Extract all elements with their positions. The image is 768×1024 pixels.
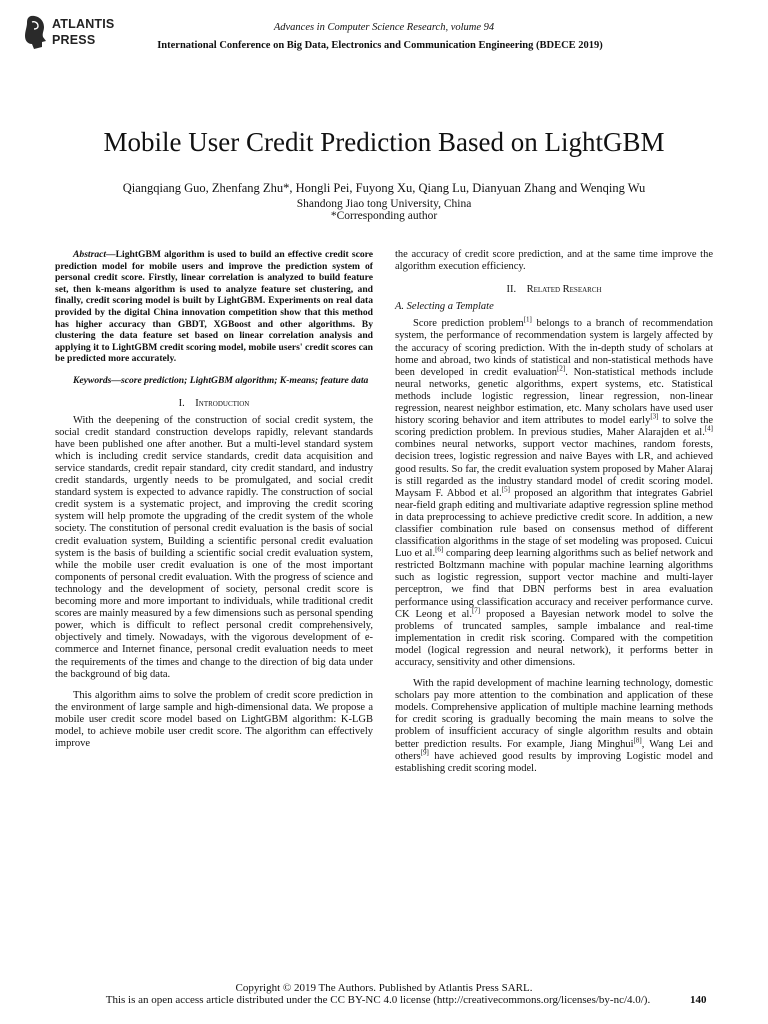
author-list: Qiangqiang Guo, Zhenfang Zhu*, Hongli Pei, Fuyong Xu, Qiang Lu, Dianyuan Zhang and Wenqing Wu bbox=[122, 181, 646, 195]
section-number: I. bbox=[178, 397, 185, 409]
citation-ref: [7] bbox=[471, 606, 481, 615]
paper-title: Mobile User Credit Prediction Based on LightGBM bbox=[103, 127, 665, 157]
corresponding-note: *Corresponding author bbox=[330, 210, 438, 222]
related-paragraph-1: Score prediction problem[1] belongs to a branch of recommendation system, the performance of recommendation system is largely affected by the accuracy of scoring prediction. With the in-depth study of scholars at home and abroad, two kinds of statistical and non-statistical methods have been developed in credit evaluation[2]. Non-statistical methods include neural networks, genetic algorithms, expert systems, etc. Statistical methods include logistic regression, linear regression, non-linear regression, nearest neighbor estimation, etc. Many scholars have used user history scoring behavior and item attributes to model early[3] to solve the scoring prediction problem. In previous studies, Maher Alarajden et al.[4] combines neural networks, support vector machines, random forests, decision trees, logistic regression and naive Bayes with LR, and achieved good results. So far, the credit evaluation system proposed by Maher Alaraj is still regarded as the industry standard model of credit scoring model. Maysam F. Abbod et al.[5] proposed an algorithm that integrates Gabriel near-field graph editing and multivariate adaptive regression spline method in data preprocessing to achieve predictive credit score. In addition, a new classifier combination rule based on consensus method of different classification algorithms in the stage of set modeling was proposed. Cuicui Luo et al.[6] comparing deep learning algorithms such as belief network and restricted Boltzmann machine with popular machine learning algorithms such as logistic regression, support vector machine and multi-layer perceptron, we find that DBN performs best in area evaluation performance using classification accuracy and receiver performance curve. CK Leong et al.[7] proposed a Bayesian network model to solve the problems of truncated samples, sample imbalance and real-time implementation in credit risk scoring. Compared with the competition model (logical regression and neural network), it performs better in accuracy, sensitivity and other dimensions. bbox=[395, 315, 714, 668]
page-number: 140 bbox=[690, 994, 707, 1006]
citation-ref: [3] bbox=[650, 412, 659, 421]
right-column bbox=[395, 249, 713, 775]
citation-ref: [1] bbox=[523, 315, 532, 324]
left-column bbox=[55, 249, 373, 750]
publisher-name-line1: ATLANTIS bbox=[52, 17, 115, 31]
section-title: Introduction bbox=[195, 397, 250, 409]
citation-ref: [2] bbox=[557, 364, 566, 373]
citation-ref: [6] bbox=[435, 545, 444, 554]
section-title: Related Research bbox=[526, 284, 602, 296]
citation-ref: [5] bbox=[501, 485, 510, 494]
license-footer: This is an open access article distributed under the CC BY-NC 4.0 license (http://creativecommons.org/licenses/by-nc/4.0/). bbox=[105, 994, 651, 1006]
intro-paragraph-1: With the deepening of the construction of social credit system, the social credit standard construction develops rapidly, relevant standards have been published one after another. But a multi-level standard system which is including credit service standards, credit data acquisition and service standards, credit repair standard, city credit standard, and industry credit standards, urgently needs to be promulgated, and social credit standard system is expected to advance rapidly. The construction of social credit system is a systematic project, and improving the credit scoring system will help promote the upgrading of the credit system of the whole society. The constitution of personal credit evaluation is the basis of social credit evaluation system, Building a scientific personal credit evaluation system is the basis of building a scientific social credit evaluation system, while the mobile user credit evaluation is one of the most important components of personal credit evaluation. With the progress of science and technology and the development of society, personal credit score is becoming more and more important to individuals, while traditional credit scores are mainly measured by a few dimensions such as personal spending power, which is difficult to reflect personal credit comprehensively, objectively and timely. Nowadays, with the vigorous development of e-commerce and Internet finance, personal credit evaluation needs to meet the requirements of the times and change to the direction of big data under the background of big data. bbox=[55, 414, 373, 680]
related-paragraph-2: With the rapid development of machine learning technology, domestic scholars pay more attention to the combination and application of these models. Comprehensive application of multiple machine learning methods for credit scoring is gradually becoming the main means to solve the problem of insufficient accuracy of single algorithm results and obtain better prediction results. For example, Jiang Minghui[8], Wang Lei and others[9] have achieved good results by improving Logistic model and establishing credit scoring model. bbox=[395, 678, 713, 774]
conference-header: International Conference on Big Data, Electronics and Communication Engineering (BDECE 2019) bbox=[157, 40, 603, 51]
copyright-footer: Copyright © 2019 The Authors. Published by Atlantis Press SARL. bbox=[235, 982, 533, 994]
abstract-text: LightGBM algorithm is used to build an effective credit score prediction model for mobile users and improve the prediction system of personal credit score. Firstly, linear correlation is analyzed to build feature set, then k-means algorithm is used to analyze feature set clustering, and finally, credit scoring model is built by LightGBM. Experiments on real data provided by the digital China innovation competition show that this method has higher accuracy than GBDT, XGBoost and other algorithms. By clustering the data feature set based on linear correlation analysis and applying it to LightGBM credit scoring model, mobile users' credit scores can be predicted more accurately. bbox=[55, 249, 373, 365]
citation-ref: [4] bbox=[704, 424, 713, 433]
section-heading-introduction bbox=[55, 398, 373, 410]
section-number: II. bbox=[506, 284, 517, 296]
citation-ref: [8] bbox=[633, 736, 642, 745]
intro-paragraph-2: This algorithm aims to solve the problem of credit score prediction in the environment of large sample and high-dimensional data. We propose a mobile user credit score model based on LightGBM algorithm: K-LGB model, to achieve mobile user credit score. The algorithm can effectively improve bbox=[55, 689, 373, 750]
affiliation: Shandong Jiao tong University, China bbox=[296, 198, 472, 210]
section-heading-related-research bbox=[395, 284, 713, 296]
keywords: Keywords—score prediction; LightGBM algorithm; K-means; feature data bbox=[73, 374, 369, 386]
citation-ref: [9] bbox=[420, 748, 429, 757]
abstract-label: Abstract— bbox=[73, 249, 116, 260]
subsection-heading: A. Selecting a Template bbox=[395, 301, 494, 313]
intro-paragraph-2-continued: the accuracy of credit score prediction, and at the same time improve the algorithm execution efficiency. bbox=[395, 249, 713, 273]
abstract bbox=[55, 249, 373, 365]
series-header: Advances in Computer Science Research, volume 94 bbox=[273, 22, 495, 33]
publisher-name-line2: PRESS bbox=[52, 33, 96, 47]
